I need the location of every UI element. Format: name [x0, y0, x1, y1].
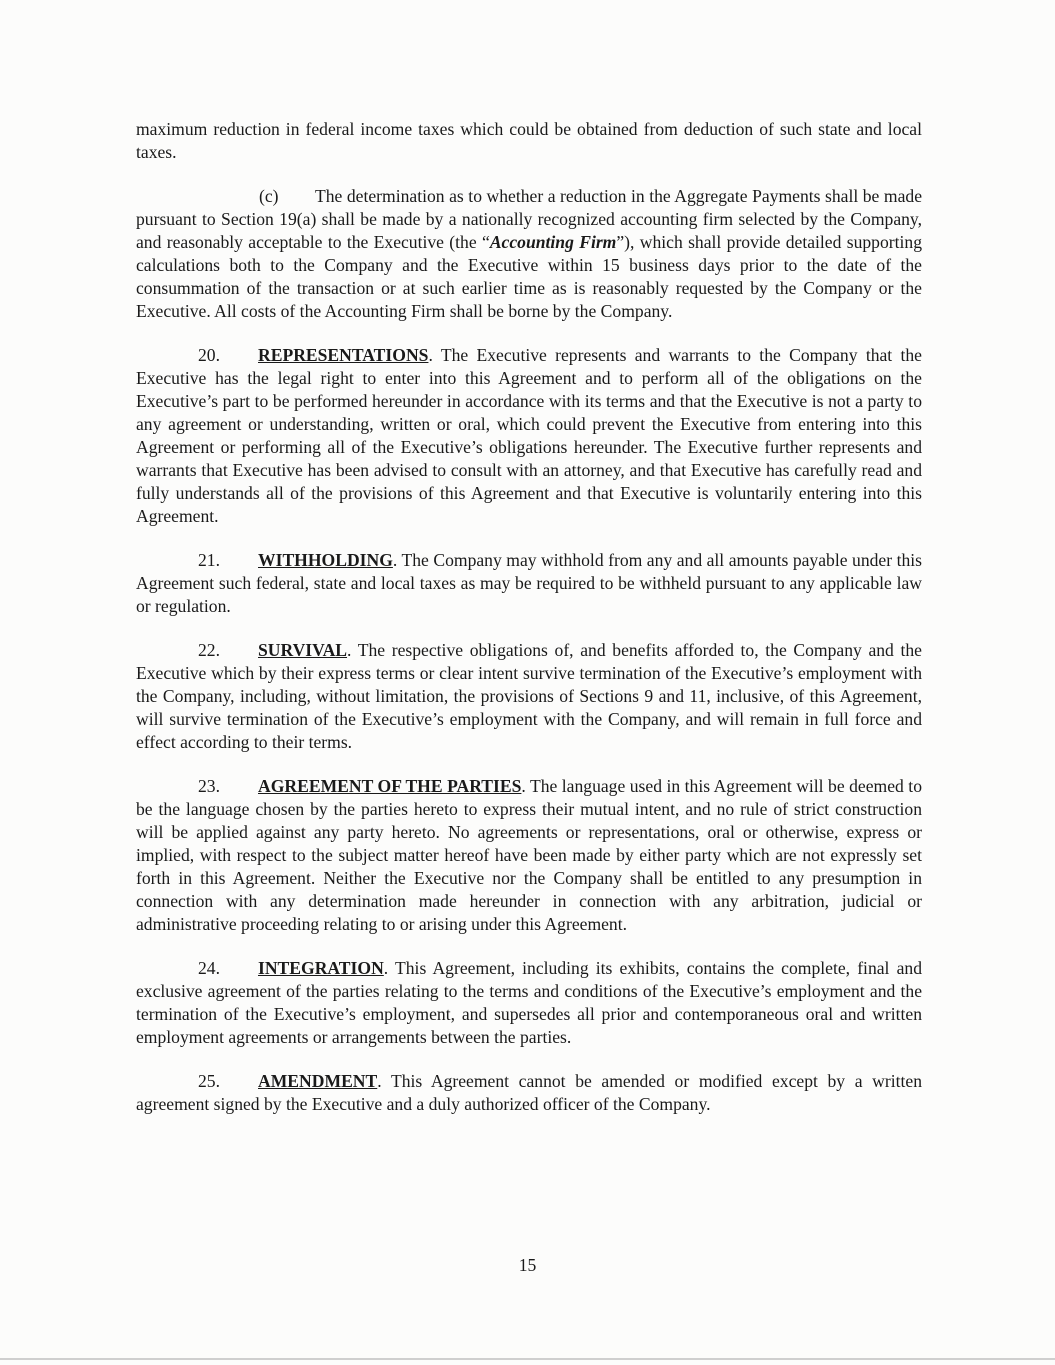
section-number: 25. [198, 1071, 220, 1091]
page-number: 15 [518, 1255, 537, 1275]
section-text: . The respective obligations of, and benefits afforded to, the Company and the Executive which by their express terms or clear intent survive termination of the Executive’s employment with the Company, including, without limitation, the provisions of Sections 9 and 11, inclusive, of this Agreement, will survive termination of the Executive’s employment with the Company, and will remain in full force and effect according to their terms. [136, 640, 922, 752]
section-heading: AMENDMENT [258, 1071, 378, 1091]
section-heading: SURVIVAL [258, 640, 348, 660]
section-heading: INTEGRATION [258, 958, 384, 978]
defined-term: Accounting Firm [489, 232, 617, 252]
subsection-label: (c) [259, 186, 279, 206]
section-number: 22. [198, 640, 220, 660]
section-21-withholding [136, 549, 922, 618]
section-23-agreement-of-the-parties [136, 775, 922, 936]
section-heading: REPRESENTATIONS [258, 345, 429, 365]
section-number: 24. [198, 958, 220, 978]
subsection-c [136, 185, 922, 323]
section-text: . This Agreement cannot be amended or modified except by a written agreement signed by the Executive and a duly authorized officer of the Company. [136, 1071, 922, 1114]
continued-paragraph: maximum reduction in federal income taxes which could be obtained from deduction of such state and local taxes. [136, 119, 922, 162]
document-body [136, 118, 922, 1137]
section-22-survival [136, 639, 922, 754]
section-number: 23. [198, 776, 220, 796]
section-24-integration [136, 957, 922, 1049]
subsection-text-part-2: ”), which shall provide detailed supporting calculations both to the Company and the Executive within 15 business days prior to the date of the consummation of the transaction or at such earlier time as is reasonably requested by the Company or the Executive. All costs of the Accounting Firm shall be borne by the Company. [136, 232, 922, 321]
section-heading: WITHHOLDING [258, 550, 393, 570]
section-heading: AGREEMENT OF THE PARTIES [258, 776, 522, 796]
section-20-representations [136, 344, 922, 528]
section-number: 21. [198, 550, 220, 570]
scan-edge-line [0, 1358, 1055, 1360]
section-text: . The language used in this Agreement will be deemed to be the language chosen by the parties hereto to express their mutual intent, and no rule of strict construction will be applied against any party hereto. No agreements or representations, oral or otherwise, express or implied, with respect to the subject matter hereof have been made by either party which are not expressly set forth in this Agreement. Neither the Executive nor the Company shall be entitled to any presumption in connection with any determination made hereunder in connection with any arbitration, judicial or administrative proceeding relating to or arising under this Agreement. [136, 776, 922, 934]
section-text: . This Agreement, including its exhibits, contains the complete, final and exclusive agreement of the parties relating to the terms and conditions of the Executive’s employment and the termination of the Executive’s employment, and supersedes all prior and contemporaneous oral and written employment agreements or arrangements between the parties. [136, 958, 922, 1047]
section-text: . The Executive represents and warrants to the Company that the Executive has the legal right to enter into this Agreement and to perform all of the obligations on the Executive’s part to be performed hereunder in accordance with its terms and that the Executive is not a party to any agreement or understanding, written or oral, which could prevent the Executive from entering into this Agreement or performing all of the Executive’s obligations hereunder. The Executive further represents and warrants that Executive has been advised to consult with an attorney, and that Executive has carefully read and fully understands all of the provisions of this Agreement and that Executive is voluntarily entering into this Agreement. [136, 345, 922, 526]
section-number: 20. [198, 345, 220, 365]
section-25-amendment [136, 1070, 922, 1116]
section-text: . The Company may withhold from any and all amounts payable under this Agreement such federal, state and local taxes as may be required to be withheld pursuant to any applicable law or regulation. [136, 550, 922, 616]
subsection-text-part-1: The determination as to whether a reduction in the Aggregate Payments shall be made pursuant to Section 19(a) shall be made by a nationally recognized accounting firm selected by the Company, and reasonably acceptable to the Executive (the “ [136, 186, 922, 252]
